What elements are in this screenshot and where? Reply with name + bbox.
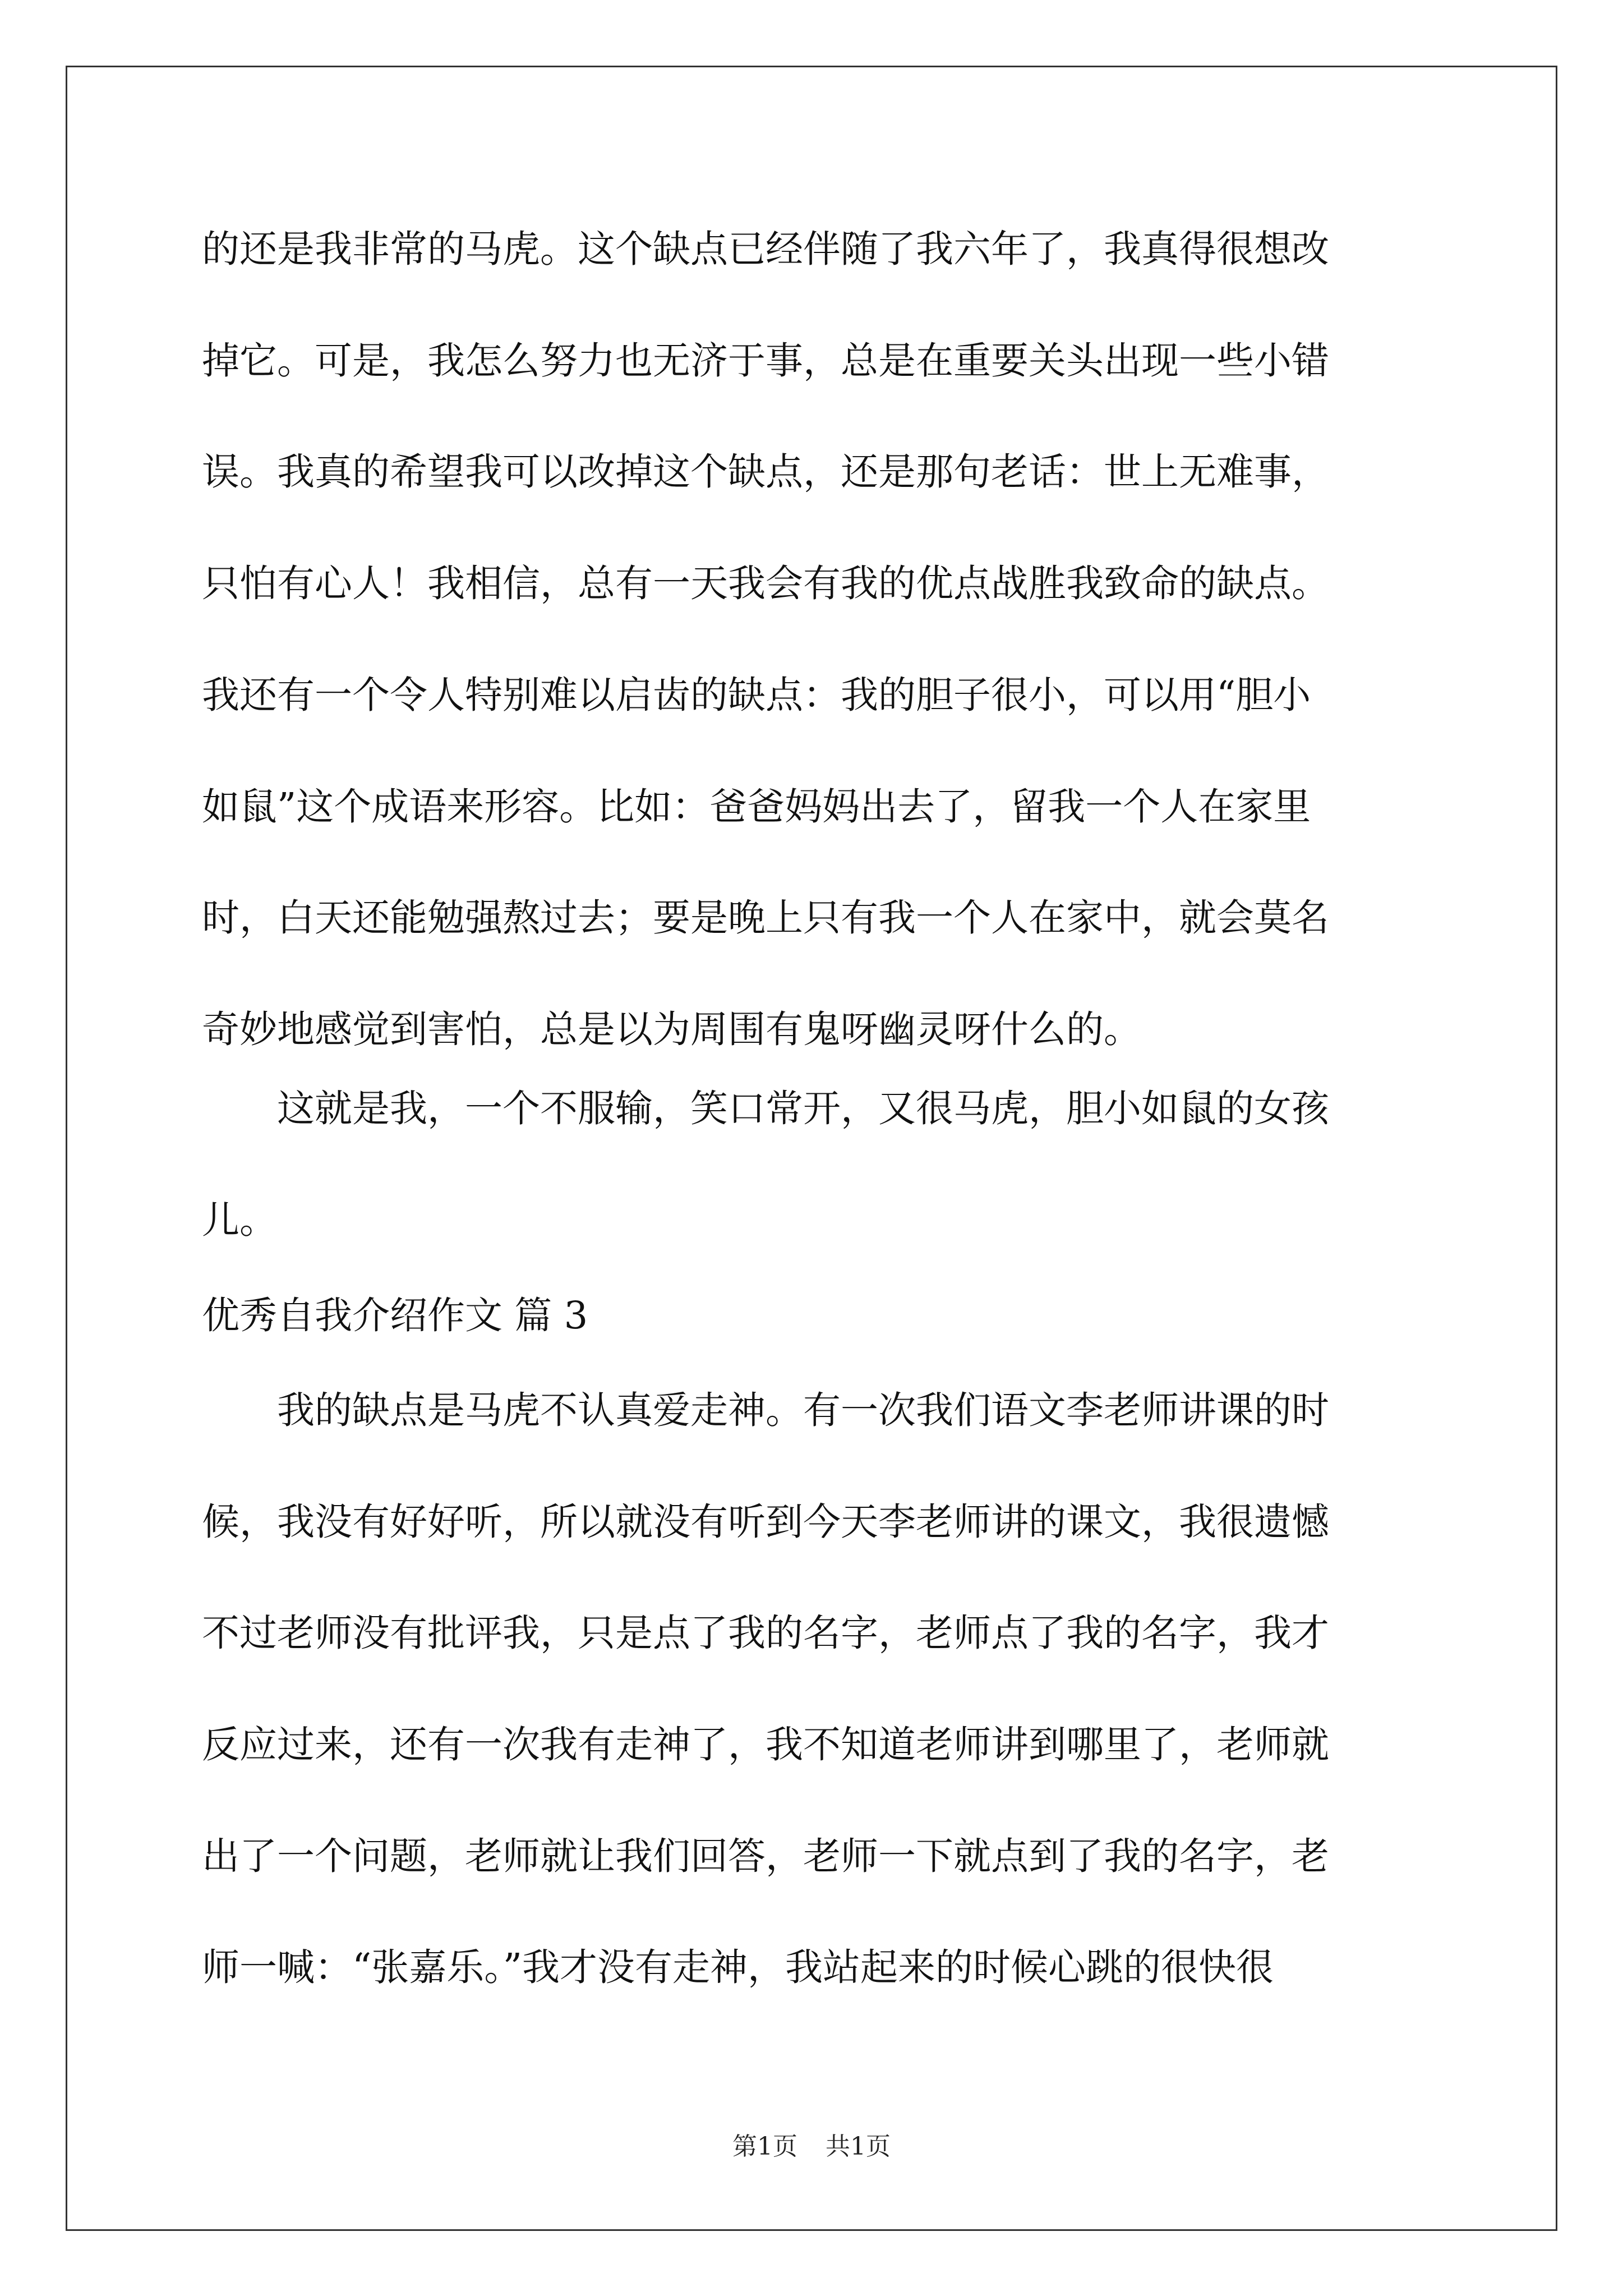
text-line: 这就是我，一个不服输，笑口常开，又很马虎，胆小如鼠的女孩	[202, 1087, 1329, 1130]
text-line: 奇妙地感觉到害怕，总是以为周围有鬼呀幽灵呀什么的。	[202, 1007, 1141, 1051]
text-line: 儿。	[202, 1198, 277, 1242]
section-heading: 优秀自我介绍作文 篇 3	[202, 1294, 588, 1337]
text-line: 误。我真的希望我可以改掉这个缺点，还是那句老话：世上无难事，	[202, 450, 1329, 494]
page-border	[66, 66, 1557, 2231]
text-line: 师一喊：“张嘉乐。”我才没有走神，我站起来的时候心跳的很快很	[202, 1945, 1274, 1989]
text-line: 出了一个问题，老师就让我们回答，老师一下就点到了我的名字，老	[202, 1834, 1329, 1878]
text-line: 不过老师没有批评我，只是点了我的名字，老师点了我的名字，我才	[202, 1611, 1329, 1655]
page-footer	[0, 2130, 1623, 2164]
text-line: 掉它。可是，我怎么努力也无济于事，总是在重要关头出现一些小错	[202, 339, 1329, 383]
text-line: 候，我没有好好听，所以就没有听到今天李老师讲的课文，我很遗憾	[202, 1500, 1329, 1544]
text-line: 我还有一个令人特别难以启齿的缺点：我的胆子很小，可以用“胆小	[202, 673, 1311, 717]
page-total: 共1页	[826, 2132, 891, 2161]
text-line: 只怕有心人！我相信，总有一天我会有我的优点战胜我致命的缺点。	[202, 562, 1329, 605]
text-line: 如鼠”这个成语来形容。比如：爸爸妈妈出去了，留我一个人在家里	[202, 785, 1311, 829]
text-line: 反应过来，还有一次我有走神了，我不知道老师讲到哪里了，老师就	[202, 1723, 1329, 1766]
text-line: 我的缺点是马虎不认真爱走神。有一次我们语文李老师讲课的时	[202, 1388, 1329, 1432]
text-line: 的还是我非常的马虎。这个缺点已经伴随了我六年了，我真得很想改	[202, 227, 1329, 271]
text-line: 时，白天还能勉强熬过去；要是晚上只有我一个人在家中，就会莫名	[202, 896, 1329, 940]
page-number: 第1页	[732, 2132, 797, 2161]
